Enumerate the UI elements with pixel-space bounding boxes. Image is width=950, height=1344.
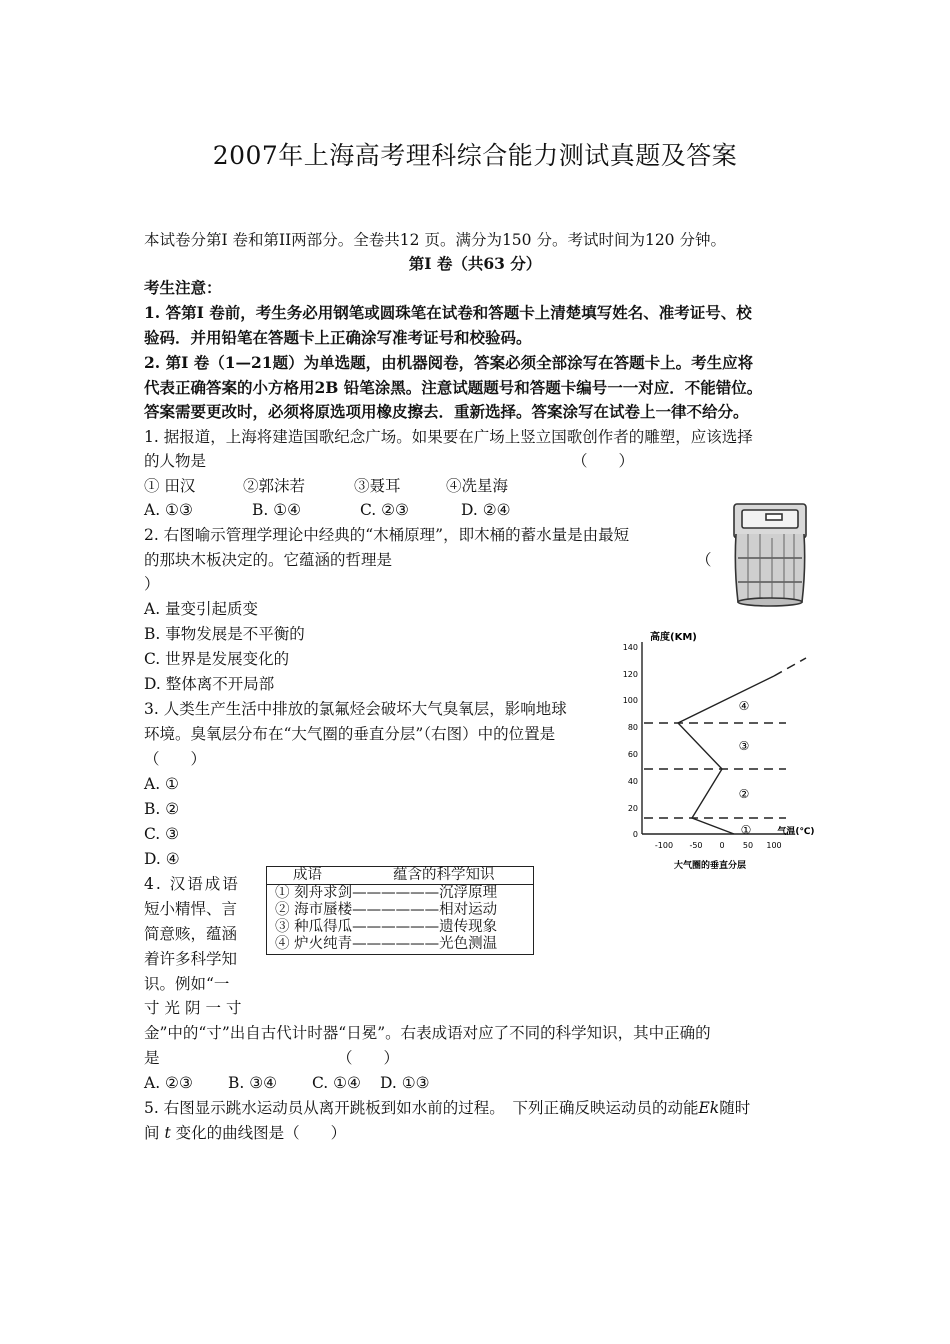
page-title: 2007年上海高考理科综合能力测试真题及答案 <box>212 141 738 170</box>
q1-item: ②郭沫若 <box>243 477 306 495</box>
wooden-bucket-image <box>728 498 812 610</box>
q1-option: B. ①④ <box>252 501 302 519</box>
notice-line: 验码．并用铅笔在答题卡上正确涂写准考证号和校验码。 <box>144 328 532 347</box>
q4-option: A. ②③ <box>144 1074 193 1092</box>
x-tick: -50 <box>689 841 703 850</box>
idioms-table <box>266 866 534 955</box>
layer-label: ④ <box>738 699 750 713</box>
q5-t-symbol: t <box>164 1124 171 1142</box>
q2-option: A. 量变引起质变 <box>144 600 259 618</box>
x-tick: 0 <box>719 841 725 850</box>
x-tick: 50 <box>742 841 754 850</box>
y-tick: 140 <box>622 643 638 652</box>
q3-stem: 3. 人类生产生活中排放的氯氟烃会破坏大气臭氧层，影响地球 <box>144 700 567 718</box>
x-tick: -100 <box>654 841 674 850</box>
section-heading: 第I 卷（共63 分） <box>408 254 542 273</box>
notice-line: 代表正确答案的小方格用2B 铅笔涂黑。注意试题题号和答题卡编号一一对应．不能错位。 <box>144 378 763 397</box>
q5-text: 随时 <box>719 1099 751 1117</box>
science-knowledge: ——————沉浮原理 <box>352 885 498 901</box>
answer-paren-close: ） <box>144 575 160 593</box>
q2-stem: 的那块木板决定的。它蕴涵的哲理是 <box>144 551 393 569</box>
table-row <box>267 885 534 903</box>
y-tick: 100 <box>622 696 638 705</box>
x-tick: 100 <box>766 841 782 850</box>
idiom: ③ 种瓜得瓜 <box>275 919 353 935</box>
atmosphere-layers-figure <box>610 628 815 878</box>
science-knowledge: ——————遗传现象 <box>352 919 498 935</box>
notice-line: 2. 第I 卷（1—21题）为单选题，由机器阅卷，答案必须全部涂写在答题卡上。考生应将 <box>144 353 754 372</box>
q3-option: A. ① <box>144 775 179 793</box>
q3-stem: 环境。臭氧层分布在“大气圈的垂直分层”（右图）中的位置是 <box>144 725 556 743</box>
table-header: 蕴含的科学知识 <box>373 867 534 885</box>
q4-option: B. ③④ <box>228 1074 278 1092</box>
table-row <box>267 902 534 919</box>
y-tick: 20 <box>627 804 638 813</box>
q3-option: D. ④ <box>144 850 180 868</box>
q2-option: B. 事物发展是不平衡的 <box>144 625 305 643</box>
y-tick: 0 <box>632 830 638 839</box>
idiom: ④ 炉火纯青 <box>275 936 353 952</box>
q4-stem: 简意赅，蕴涵 <box>144 925 238 943</box>
q5-ek-symbol: Ek <box>698 1099 720 1117</box>
science-knowledge: ——————相对运动 <box>352 902 498 918</box>
q4-stem: 识。例如“一 <box>144 975 230 993</box>
y-tick: 120 <box>622 670 638 679</box>
q5-stem <box>144 1096 750 1121</box>
table-row <box>267 936 534 955</box>
notice-heading: 考生注意： <box>144 278 222 297</box>
y-tick: 40 <box>627 777 638 786</box>
table-header: 成语 <box>267 867 374 885</box>
q4-stem: 着许多科学知 <box>144 950 238 968</box>
q4-stem: 金”中的“寸”出自古代计时器“日冕”。右表成语对应了不同的科学知识，其中正确的 <box>144 1024 711 1042</box>
figure-caption: 大气圈的垂直分层 <box>673 861 747 871</box>
table-row <box>267 919 534 936</box>
q1-item: ① 田汉 <box>144 477 196 495</box>
q3-option: B. ② <box>144 800 180 818</box>
q1-option: A. ①③ <box>144 501 193 519</box>
science-knowledge: ——————光色测温 <box>352 936 498 952</box>
table-header-row <box>267 867 534 885</box>
q4-option: D. ①③ <box>380 1074 430 1092</box>
q2-option: C. 世界是发展变化的 <box>144 650 290 668</box>
q1-option: D. ②④ <box>461 501 511 519</box>
q4-stem: 4. 汉语成语 <box>144 875 240 893</box>
q4-stem: 是 <box>144 1049 160 1067</box>
intro-text: 本试卷分第I 卷和第II两部分。全卷共12 页。满分为150 分。考试时间为120 分钟。 <box>144 231 726 249</box>
q1-item: ③聂耳 <box>354 477 401 495</box>
q2-option: D. 整体离不开局部 <box>144 675 275 693</box>
q5-text: 间 <box>144 1124 160 1142</box>
q5-stem <box>144 1121 346 1146</box>
idiom: ① 刻舟求剑 <box>275 885 353 901</box>
answer-paren: （ ） <box>337 1049 400 1067</box>
layer-label: ① <box>740 823 752 837</box>
q1-stem: 的人物是 <box>144 452 207 470</box>
q2-stem: 2. 右图喻示管理学理论中经典的“木桶原理”，即木桶的蓄水量是由最短 <box>144 526 630 544</box>
q1-option: C. ②③ <box>360 501 409 519</box>
layer-label: ② <box>738 787 750 801</box>
q4-stem: 寸光阴一寸 <box>144 999 247 1017</box>
q5-text: 变化的曲线图是（ ） <box>170 1124 347 1142</box>
notice-line: 答案需要更改时，必须将原选项用橡皮擦去．重新选择。答案涂写在试卷上一律不给分。 <box>144 402 749 421</box>
q4-stem: 短小精悍、言 <box>144 900 238 918</box>
q4-option: C. ①④ <box>312 1074 361 1092</box>
answer-paren: （ ） <box>572 452 635 470</box>
y-axis-label: 高度(KM) <box>650 632 697 643</box>
q5-text: 5. 右图显示跳水运动员从离开跳板到如水前的过程。 下列正确反映运动员的动能 <box>144 1099 699 1117</box>
q1-stem: 1. 据报道，上海将建造国歌纪念广场。如果要在广场上竖立国歌创作者的雕塑，应该选择 <box>144 428 753 446</box>
y-tick: 80 <box>627 723 638 732</box>
x-axis-label: 气温(℃) <box>777 827 815 837</box>
layer-label: ③ <box>738 739 750 753</box>
q1-item: ④冼星海 <box>446 477 509 495</box>
answer-paren-open: （ <box>696 551 712 569</box>
answer-paren: （ ） <box>144 750 207 768</box>
notice-line: 1. 答第I 卷前，考生务必用钢笔或圆珠笔在试卷和答题卡上清楚填写姓名、准考证号、校 <box>144 303 752 322</box>
q3-option: C. ③ <box>144 825 180 843</box>
y-tick: 60 <box>627 750 638 759</box>
idiom: ② 海市蜃楼 <box>275 902 353 918</box>
